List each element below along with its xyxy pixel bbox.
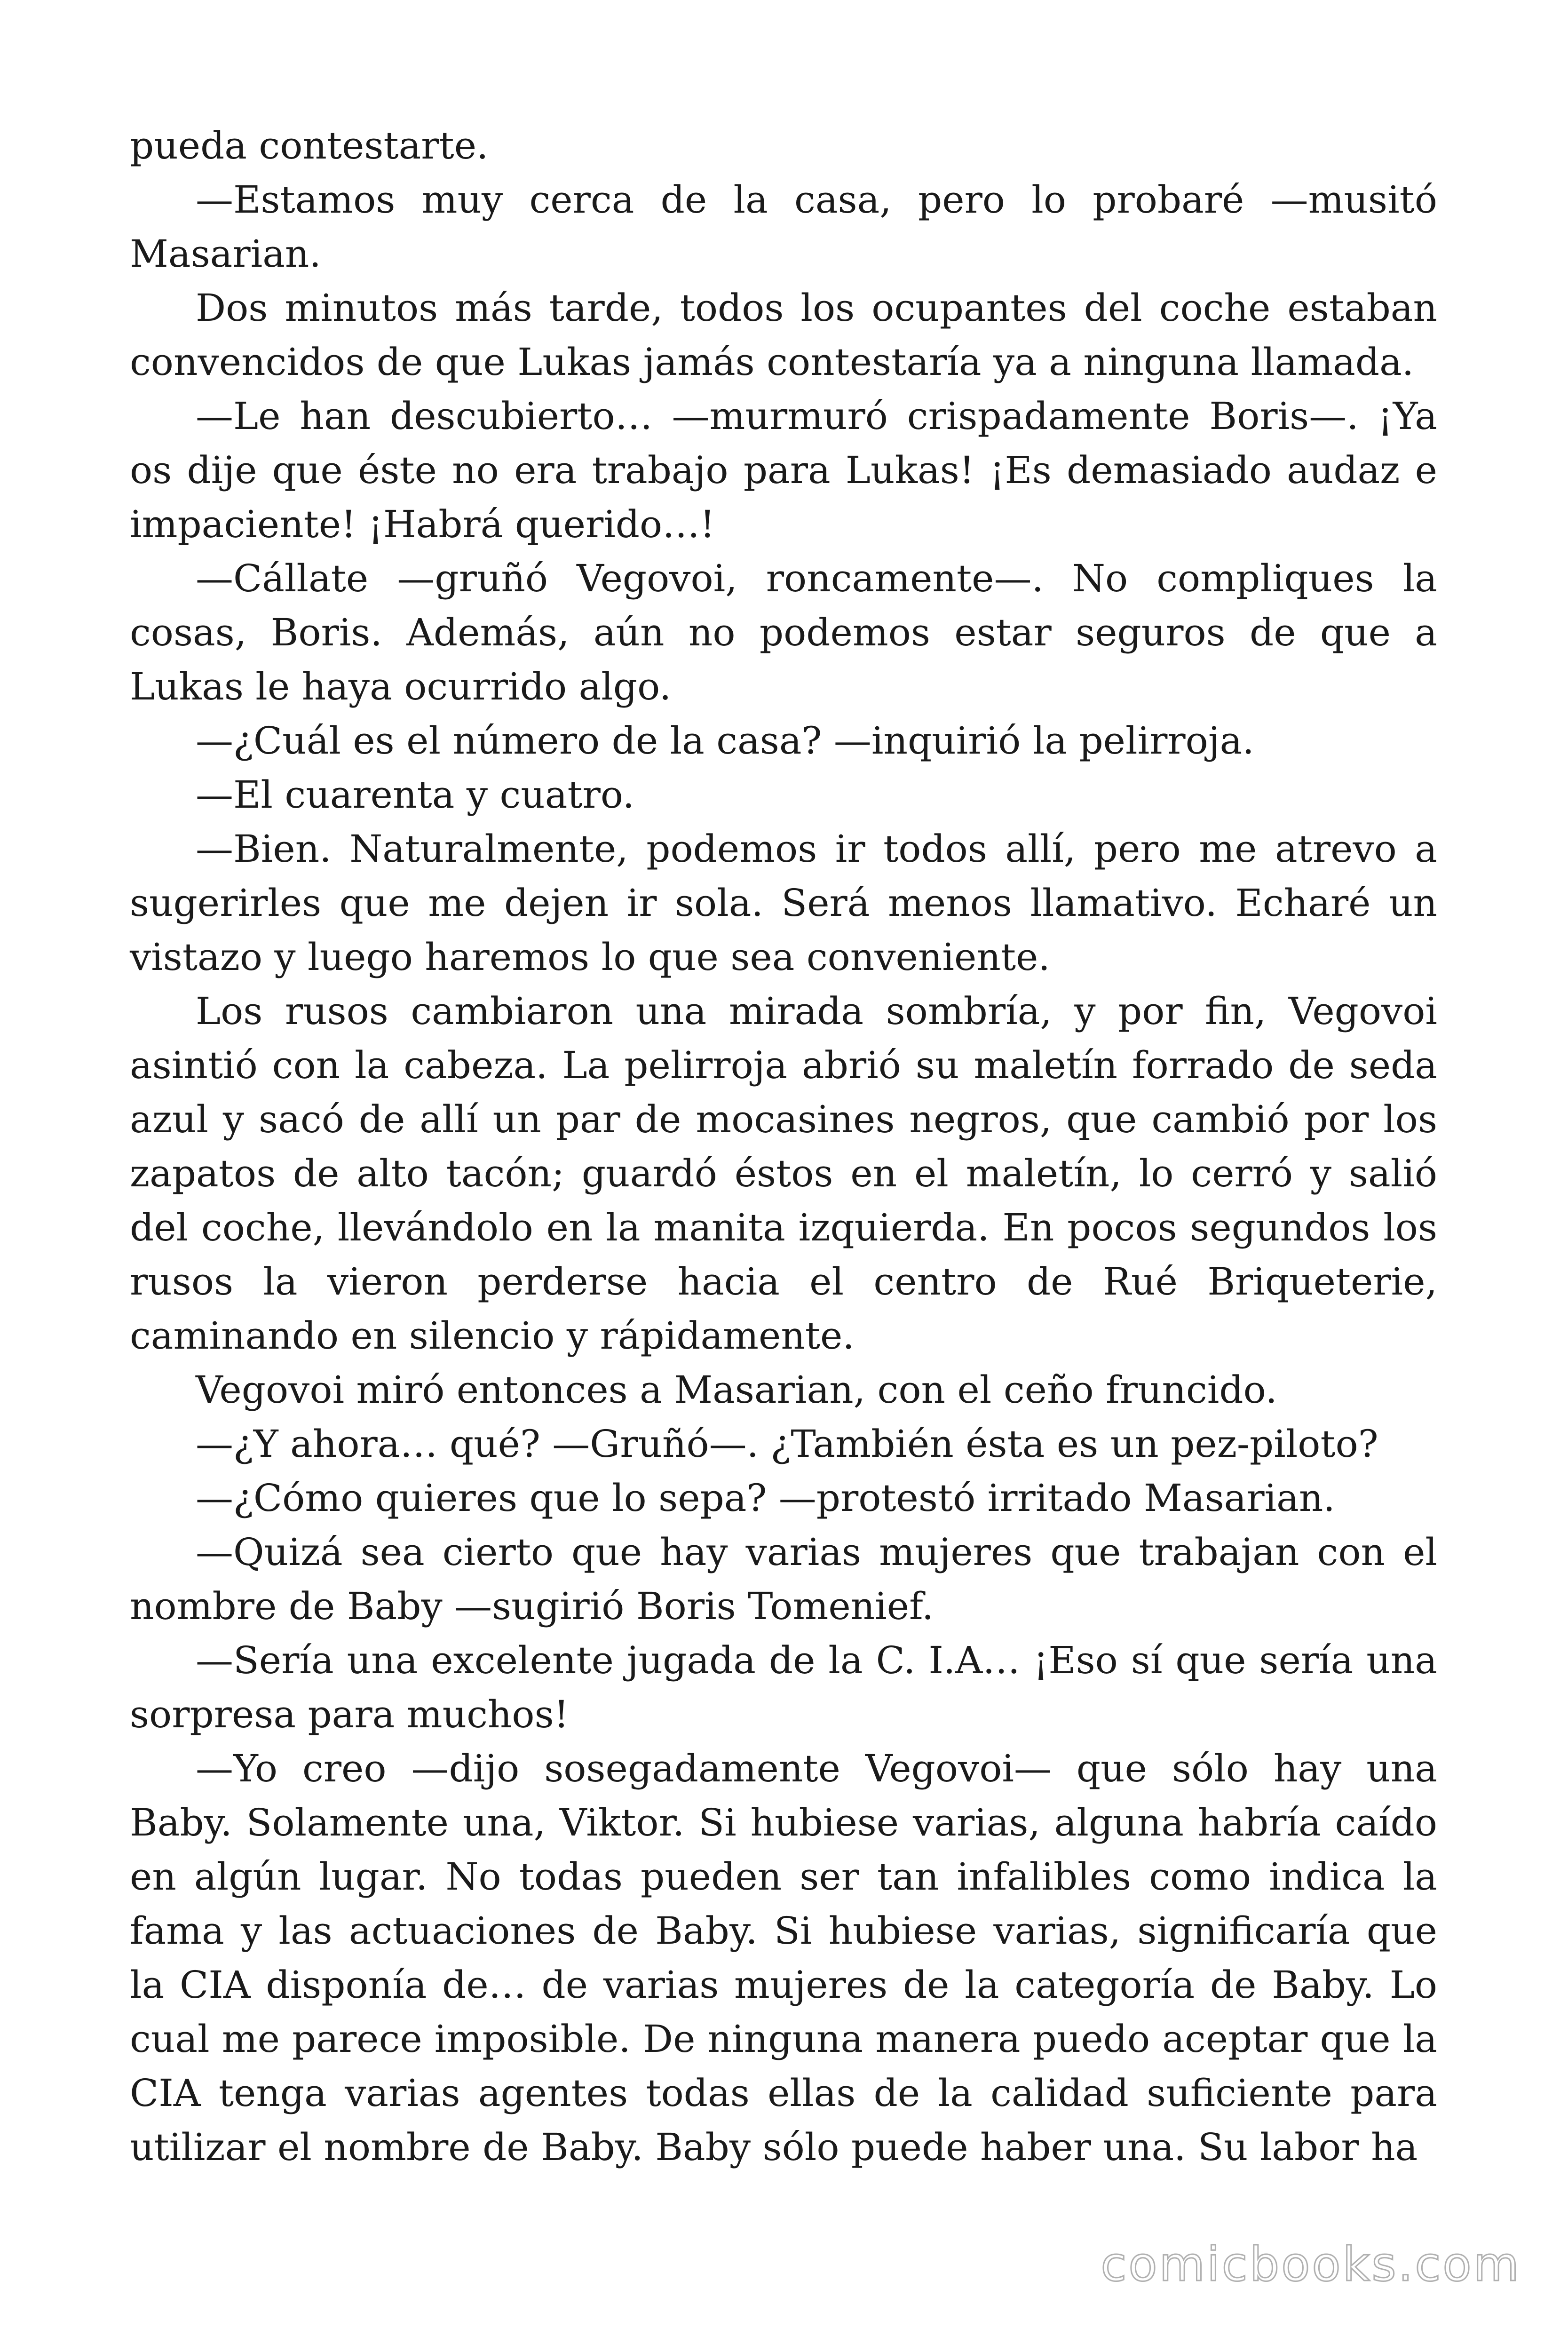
- watermark: comicbooks.com: [1101, 2237, 1521, 2292]
- paragraph: —¿Cuál es el número de la casa? —inquirió la pelirroja.: [196, 719, 1254, 763]
- paragraph: Los rusos cambiaron una mirada sombría, y por fin, Vegovoi asintió con la cabeza. La pelirroja abrió su maletín forrado de seda azul y sacó de allí un par de mocasines negros, que cambió por los zapatos de alto tacón; guardó éstos en el maletín, lo cerró y salió del coche, llevándolo en la manita izquierda. En pocos segundos los rusos la vieron perderse hacia el centro de Rué Briqueterie, caminando en silencio y rápidamente.: [130, 989, 1437, 1358]
- paragraph: —Bien. Naturalmente, podemos ir todos allí, pero me atrevo a sugerirles que me dejen ir sola. Será menos llamativo. Echaré un vistazo y luego haremos lo que sea conveniente.: [130, 827, 1437, 979]
- paragraph: —Yo creo —dijo sosegadamente Vegovoi— que sólo hay una Baby. Solamente una, Viktor. Si hubiese varias, alguna habría caído en algún lugar. No todas pueden ser tan infalibles como indica la fama y las actuaciones de Baby. Si hubiese varias, significaría que la CIA disponía de… de varias mujeres de la categoría de Baby. Lo cual me parece imposible. De ninguna manera puedo aceptar que la CIA tenga varias agentes todas ellas de la calidad suficiente para utilizar el nombre de Baby. Baby sólo puede haber una. Su labor ha: [130, 1747, 1437, 2169]
- paragraph: pueda contestarte.: [130, 124, 489, 167]
- paragraph: —El cuarenta y cuatro.: [196, 773, 635, 817]
- paragraph: Dos minutos más tarde, todos los ocupantes del coche estaban convencidos de que Lukas jamás contestaría ya a ninguna llamada.: [130, 286, 1437, 384]
- paragraph: Vegovoi miró entonces a Masarian, con el ceño fruncido.: [196, 1368, 1277, 1412]
- paragraph: —¿Cómo quieres que lo sepa? —protestó irritado Masarian.: [196, 1476, 1335, 1520]
- paragraph: —Le han descubierto… —murmuró crispadamente Boris—. ¡Ya os dije que éste no era trabajo para Lukas! ¡Es demasiado audaz e impaciente! ¡Habrá querido…!: [130, 394, 1437, 546]
- paragraph: —Estamos muy cerca de la casa, pero lo probaré —musitó Masarian.: [130, 178, 1437, 276]
- paragraph: —Cállate —gruñó Vegovoi, roncamente—. No compliques la cosas, Boris. Además, aún no podemos estar seguros de que a Lukas le haya ocurrido algo.: [130, 556, 1437, 708]
- paragraph: —Sería una excelente jugada de la C. I.A… ¡Eso sí que sería una sorpresa para muchos!: [130, 1638, 1437, 1736]
- paragraph: —¿Y ahora… qué? —Gruñó—. ¿También ésta es un pez-piloto?: [196, 1422, 1378, 1466]
- page-body: [130, 119, 1437, 2174]
- paragraph: —Quizá sea cierto que hay varias mujeres que trabajan con el nombre de Baby —sugirió Boris Tomenief.: [130, 1530, 1437, 1628]
